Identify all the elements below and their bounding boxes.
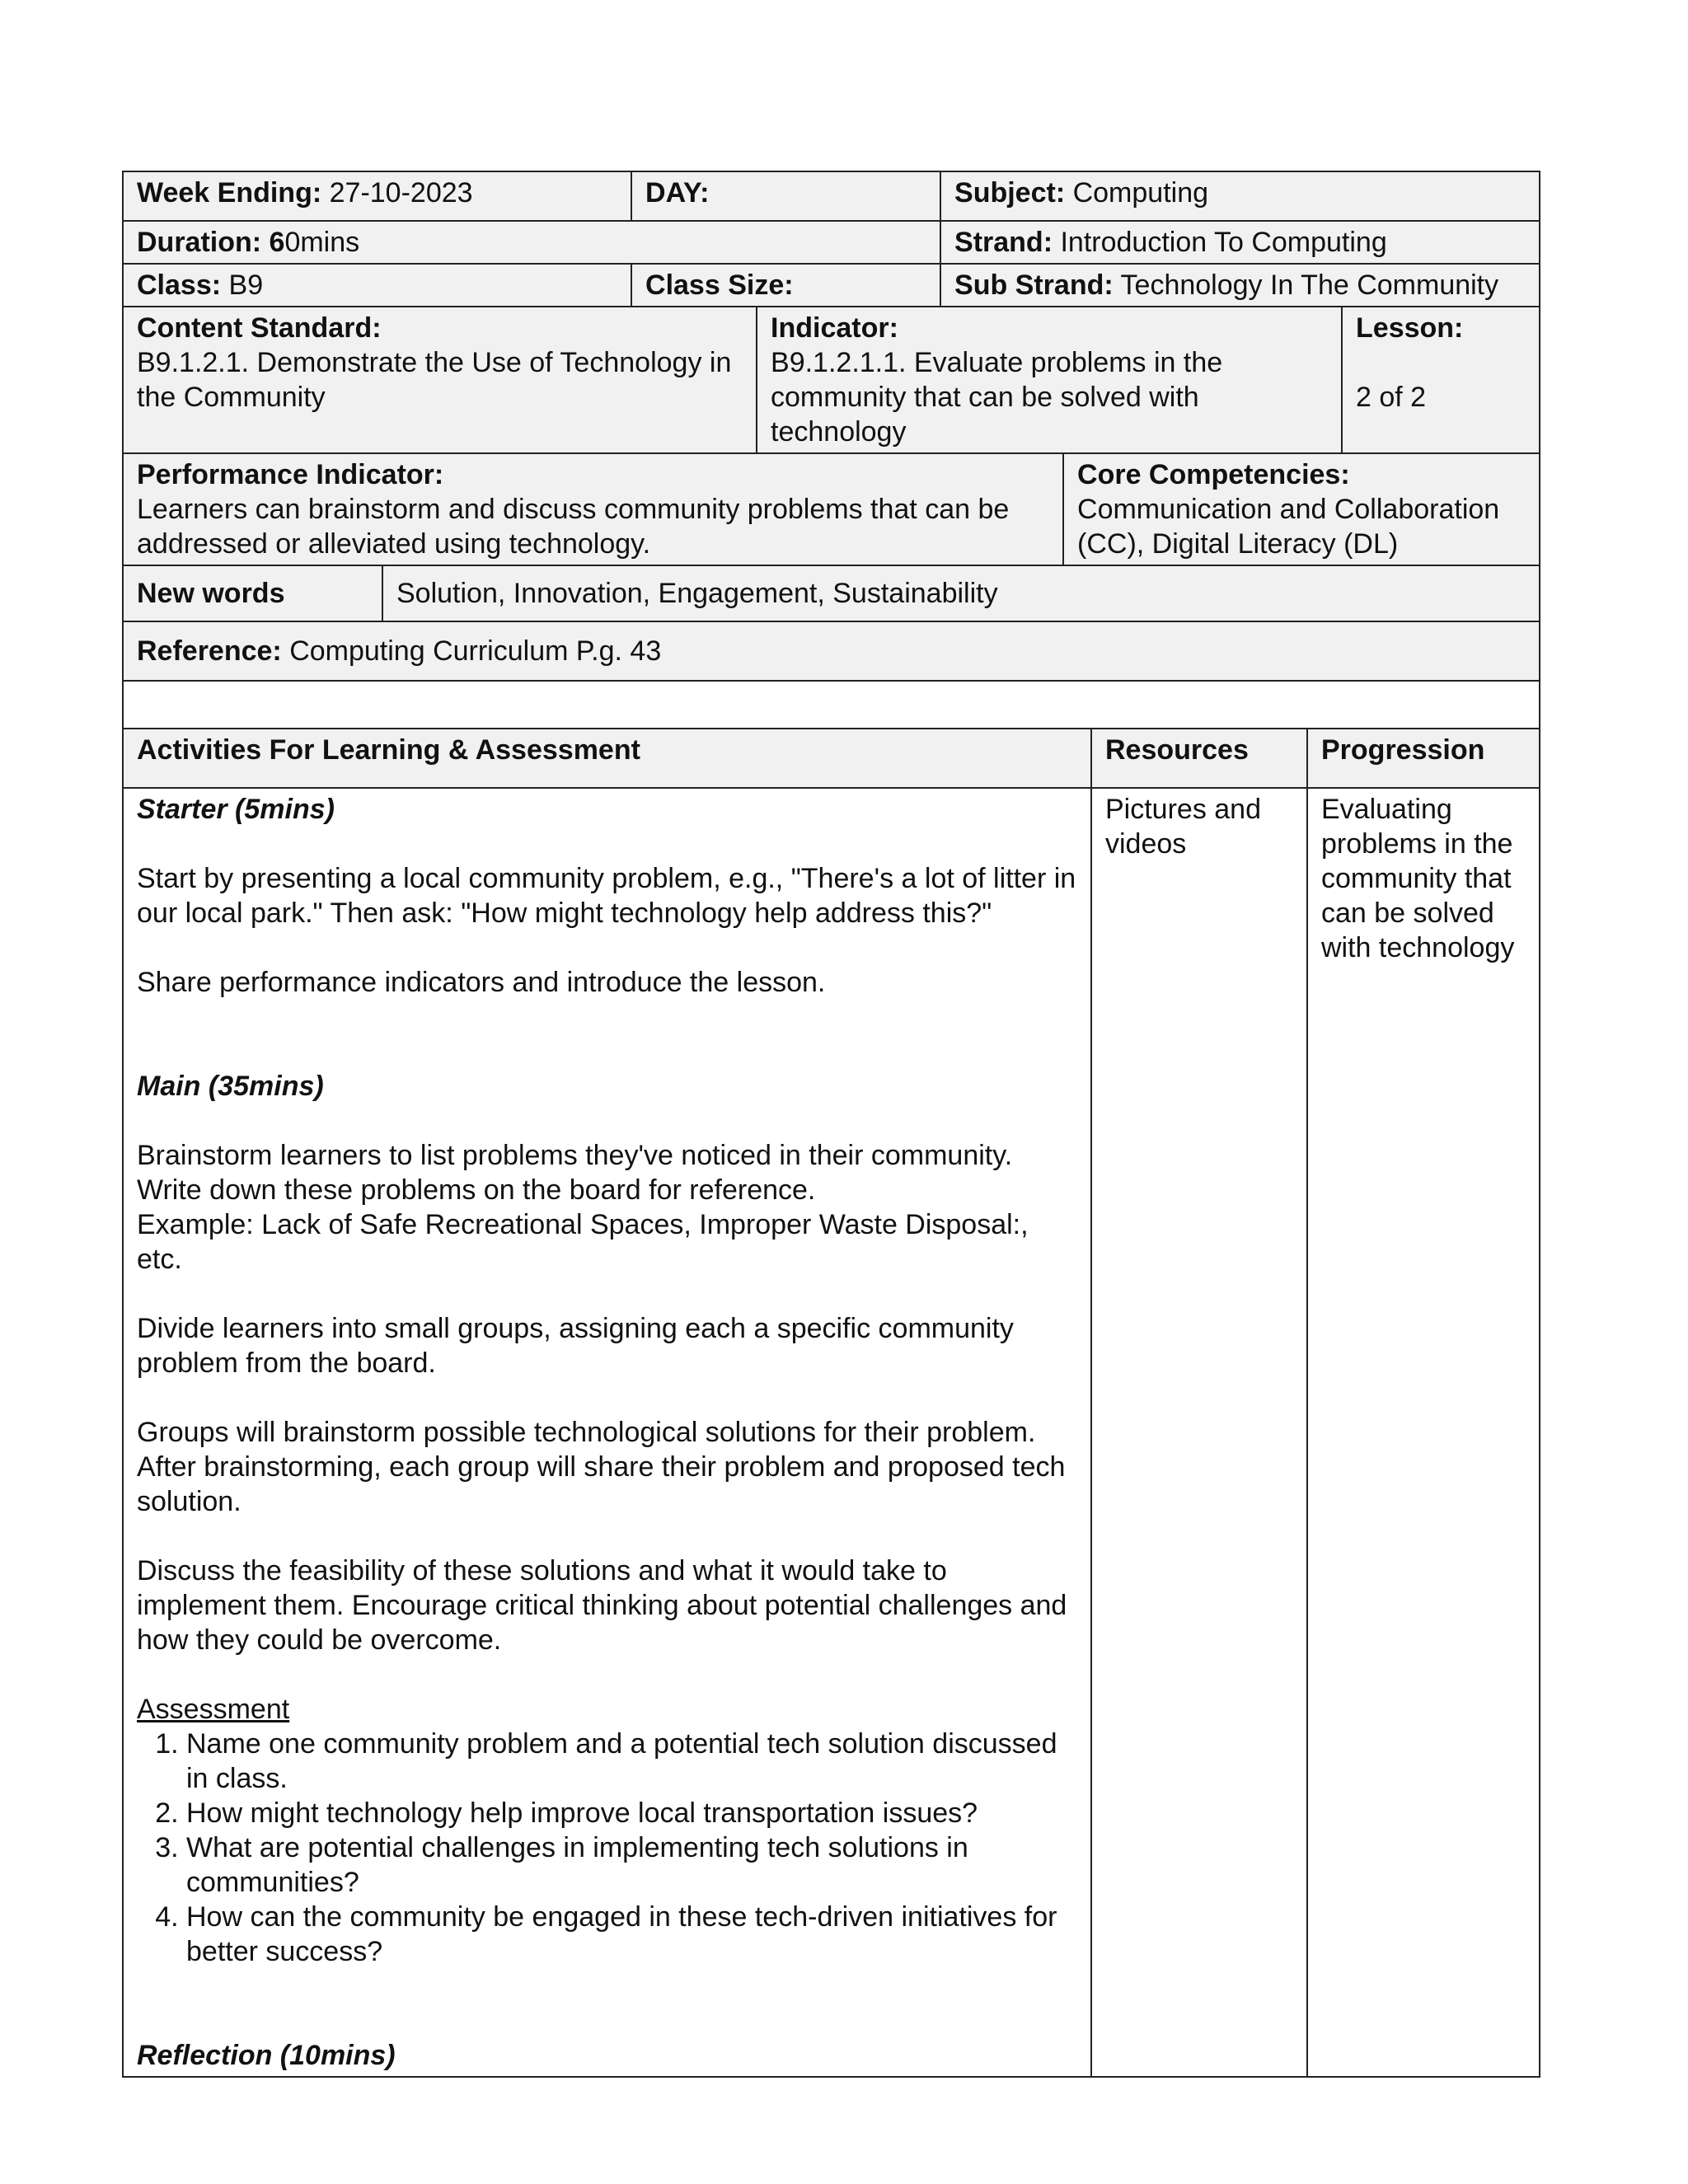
standards-row	[123, 307, 1540, 453]
assessment-item: 3. What are potential challenges in implementing tech solutions in communities?	[186, 1830, 1077, 1900]
activities-table	[122, 728, 1540, 2078]
assessment-item: 4. How can the community be engaged in these tech-driven initiatives for better success?	[186, 1900, 1077, 1969]
activities-cell	[123, 788, 1091, 2077]
class-size-cell: Class Size:	[631, 264, 940, 307]
strand-cell: Strand: Introduction To Computing	[940, 221, 1540, 264]
content-standard-cell: Content Standard: B9.1.2.1. Demonstrate the Use of Technology in the Community	[123, 307, 757, 453]
reflection-title: Reflection (10mins)	[137, 2040, 396, 2071]
starter-paragraph-1: Start by presenting a local community problem, e.g., "There's a lot of litter in our local park." Then ask: "How might technology help address this?"	[137, 863, 1076, 929]
sub-strand-cell: Sub Strand: Technology In The Community	[940, 264, 1540, 307]
progression-cell: Evaluating problems in the community that can be solved with technology	[1307, 788, 1540, 2077]
assessment-list	[137, 1727, 1077, 1969]
main-paragraph-1: Brainstorm learners to list problems they've noticed in their community. Write down these problems on the board for reference. Example: Lack of Safe Recreational Spaces, Improper Waste Disposal:, etc.	[137, 1140, 1029, 1275]
lesson-cell: Lesson: 2 of 2	[1342, 307, 1540, 453]
assessment-item: 1. Name one community problem and a potential tech solution discussed in class.	[186, 1727, 1077, 1796]
day-cell: DAY:	[631, 171, 940, 221]
lesson-plan	[122, 171, 1539, 2078]
subject-cell: Subject: Computing	[940, 171, 1540, 221]
resources-cell: Pictures and videos	[1091, 788, 1307, 2077]
performance-indicator-cell: Performance Indicator: Learners can brainstorm and discuss community problems that can be addressed or alleviated using technology.	[123, 453, 1063, 565]
activities-header-row	[123, 729, 1540, 788]
main-paragraph-2: Divide learners into small groups, assigning each a specific community problem from the board.	[137, 1313, 1014, 1379]
assessment-item: 2. How might technology help improve local transportation issues?	[186, 1796, 1077, 1830]
main-paragraph-3: Groups will brainstorm possible technological solutions for their problem. After brainstorming, each group will share their problem and proposed tech solution.	[137, 1417, 1066, 1517]
assessment-title: Assessment	[137, 1694, 290, 1725]
new-words-label: New words	[123, 565, 382, 621]
col-progression-header: Progression	[1307, 729, 1540, 788]
new-words-value: Solution, Innovation, Engagement, Sustainability	[382, 565, 1540, 621]
header-row-1	[123, 171, 1540, 221]
header-row-3	[123, 264, 1540, 307]
main-title: Main (35mins)	[137, 1071, 324, 1102]
core-competencies-cell: Core Competencies: Communication and Collaboration (CC), Digital Literacy (DL)	[1063, 453, 1540, 565]
lesson-header-table	[122, 171, 1540, 729]
col-resources-header: Resources	[1091, 729, 1307, 788]
activities-body-row	[123, 788, 1540, 2077]
duration-cell: Duration: 60mins	[123, 221, 940, 264]
class-cell: Class: B9	[123, 264, 631, 307]
main-paragraph-4: Discuss the feasibility of these solutions and what it would take to implement them. Encourage critical thinking about potential challenges and how they could be overcome.	[137, 1555, 1067, 1656]
indicator-cell: Indicator: B9.1.2.1.1. Evaluate problems in the community that can be solved with technology	[757, 307, 1342, 453]
performance-row	[123, 453, 1540, 565]
col-activities-header: Activities For Learning & Assessment	[123, 729, 1091, 788]
reference-row	[123, 621, 1540, 681]
starter-title: Starter (5mins)	[137, 794, 335, 825]
week-ending-cell: Week Ending: 27-10-2023	[123, 171, 631, 221]
spacer-row	[123, 681, 1540, 729]
starter-paragraph-2: Share performance indicators and introduce the lesson.	[137, 967, 826, 998]
reference-cell: Reference: Computing Curriculum P.g. 43	[123, 621, 1540, 681]
header-row-2	[123, 221, 1540, 264]
new-words-row	[123, 565, 1540, 621]
